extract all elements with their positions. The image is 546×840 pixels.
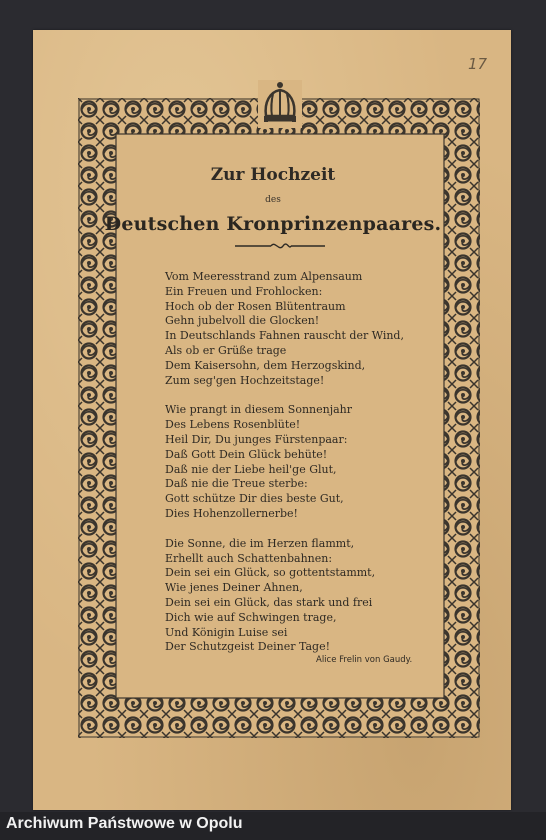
stanza-3	[165, 537, 445, 655]
stanza-1	[165, 270, 445, 388]
poem-line: Wie prangt in diesem Sonnenjahr	[165, 403, 353, 417]
poem-line: Dem Kaisersohn, dem Herzogskind,	[165, 358, 366, 372]
poem-line: Erhellt auch Schattenbahnen:	[165, 551, 333, 565]
stanza-2	[165, 403, 445, 521]
poem	[165, 270, 445, 670]
poem-line: Des Lebens Rosenblüte!	[165, 418, 301, 432]
poem-line: Ein Freuen und Frohlocken:	[165, 284, 323, 298]
poem-line: Dein sei ein Glück, so gottentstammt,	[165, 566, 376, 580]
poem-line: Dies Hohenzollernerbe!	[165, 506, 298, 520]
poem-line: Dein sei ein Glück, das stark und frei	[165, 595, 373, 609]
poem-line: Der Schutzgeist Deiner Tage!	[165, 640, 331, 654]
poem-line: Daß nie der Liebe heil'ge Glut,	[165, 462, 337, 476]
title-line-1: Zur Hochzeit	[210, 165, 336, 185]
archive-footer	[0, 812, 546, 840]
title-line-2: des	[265, 195, 281, 205]
poem-line: Wie jenes Deiner Ahnen,	[165, 581, 303, 595]
author-signature: Alice Frelin von Gaudy.	[316, 655, 413, 665]
poem-line: Die Sonne, die im Herzen flammt,	[165, 536, 355, 550]
title-line-3: Deutschen Kronprinzenpaares.	[104, 213, 442, 235]
poem-line: Gott schütze Dir dies beste Gut,	[165, 492, 344, 506]
poem-line: Zum seg'gen Hochzeitstage!	[165, 373, 325, 387]
poem-line: Als ob er Grüße trage	[165, 343, 287, 357]
poem-line: Gehn jubelvoll die Glocken!	[165, 314, 320, 328]
crown-icon	[258, 80, 302, 128]
poem-line: Dich wie auf Schwingen trage,	[165, 610, 337, 624]
poem-line: Vom Meeresstrand zum Alpensaum	[165, 270, 363, 283]
poem-line: Daß Gott Dein Glück behüte!	[165, 447, 328, 461]
poem-line: Heil Dir, Du junges Fürstenpaar:	[165, 432, 348, 446]
poem-line: Daß nie die Treue sterbe:	[165, 477, 308, 491]
divider-ornament	[235, 240, 325, 252]
archive-number: 17	[468, 55, 488, 73]
poem-line: Und Königin Luise sei	[165, 625, 288, 639]
poem-line: Hoch ob der Rosen Blütentraum	[165, 299, 346, 313]
poem-line: In Deutschlands Fahnen rauscht der Wind,	[165, 329, 404, 343]
archive-name: Archiwum Państwowe w Opolu	[6, 815, 243, 832]
